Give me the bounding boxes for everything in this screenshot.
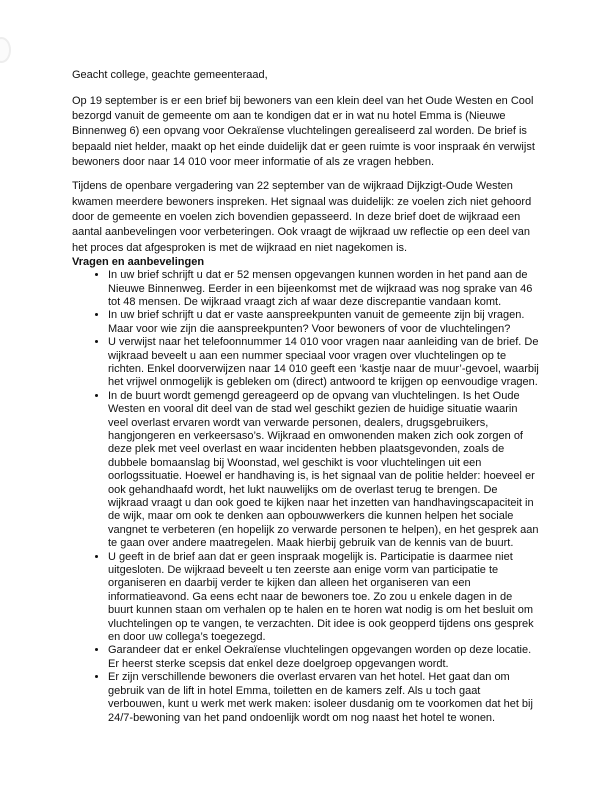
list-item-capacity: • In uw brief schrijft u dat er 52 mensen opgevangen kunnen worden in het pand aan de Nieuwe Binnenweg. Eerder in een bijeenkomst met de wijkraad was nog sprake van 46 tot 48 mensen. De wijkraad vraagt zich af waar deze discrepantie vandaan komt. [108,269,540,309]
page-edge-artifact [0,37,11,63]
list-item-phone-number: • U verwijst naar het telefoonnummer 14 010 voor vragen naar aanleiding van de brief. De wijkraad beveelt u aan een nummer speciaal voor vragen over vluchtelingen op te richten. Enkel doorverwijzen naar 14 010 geeft een ‘kastje naar de muur’-gevoel, waarbij het vrijwel onmogelijk is gebleken om (direct) antwoord te krijgen op eenvoudige vragen. [108,336,540,390]
list-item-guarantee: • Garandeer dat er enkel Oekraïense vluchtelingen opgevangen worden op deze locatie. Er heerst sterke scepsis dat enkel deze doelgroep opgevangen wordt. [108,644,540,671]
list-item-neighbourhood: • In de buurt wordt gemengd gereageerd op de opvang van vluchtelingen. Is het Oude Westen en vooral dit deel van de stad wel geschikt gezien de huidige situatie waarin veel overlast ervaren wordt van verwarde personen, dealers, drugsgebruikers, hangjongeren en verkeersaso’s. Wijkraad en omwonenden maken zich ook zorgen of deze plek met veel overlast en waar incidenten hebben plaatsgevonden, zoals de dubbele bomaanslag bij Woonstad, wel geschikt is voor vluchtelingen uit een oorlogssituatie. Hoewel er handhaving is, is het signaal van de politie helder: hoeveel er ook gehandhaafd wordt, het lukt nauwelijks om de overlast terug te brengen. De wijkraad vraagt u dan ook goed te kijken naar het inzetten van handhavingscapaciteit in de wijk, maar om ook te denken aan opbouwwerkers die kunnen helpen het sociale vangnet te verbeteren (en hopelijk zo verwarde personen te helpen), en het gesprek aan te gaan over andere maatregelen. Maak hierbij gebruik van de kennis van de buurt. [108,390,540,551]
salutation: Geacht college, geachte gemeenteraad, [72,69,268,81]
letter-body [72,68,540,725]
list-item-contact-points: • In uw brief schrijft u dat er vaste aanspreekpunten vanuit de gemeente zijn bij vragen. Maar voor wie zijn die aanspreekpunten? Voor bewoners of voor de vluchtelingen? [108,309,540,336]
paragraph-announcement: Op 19 september is er een brief bij bewoners van een klein deel van het Oude Westen en Cool bezorgd vanuit de gemeente om aan te kondigen dat er in wat nu hotel Emma is (Nieuwe Binnenweg 6) een opvang voor Oekraïense vluchtelingen gerealiseerd zal worden. De brief is bepaald niet helder, maakt op het einde duidelijk dat er geen ruimte is voor inspraak én verwijst bewoners door naar 14 010 voor meer informatie of als ze vragen hebben. [72,94,535,169]
list-item-participation: • U geeft in de brief aan dat er geen inspraak mogelijk is. Participatie is daarmee niet uitgesloten. De wijkraad beveelt u ten zeerste aan enige vorm van participatie te organiseren en daarbij verder te kijken dan alleen het organiseren van een informatieavond. Ga eens echt naar de bewoners toe. Zo zou u enkele dagen in de buurt kunnen staan om verhalen op te halen en te horen wat nodig is om het besluit om vluchtelingen op te vangen, te verzachten. Dit idee is ook geopperd tijdens ons gesprek en door uw collega’s toegezegd. [108,551,540,645]
blank-line [72,170,540,179]
blank-line [72,83,540,94]
recommendations-list [72,269,540,725]
paragraph-meeting: Tijdens de openbare vergadering van 22 september van de wijkraad Dijkzigt-Oude Westen kwamen meerdere bewoners inspreken. Het signaal was duidelijk: ze voelen zich niet gehoord door de gemeente en voelen zich bovendien gepasseerd. In deze brief doet de wijkraad een aantal aanbevelingen voor verbeteringen. Ook vraagt de wijkraad uw reflectie op een deel van het proces dat afgesproken is met de wijkraad en niet nagekomen is. [72,180,532,254]
section-heading: Vragen en aanbevelingen [72,256,205,269]
list-item-nuisance: • Er zijn verschillende bewoners die overlast ervaren van het hotel. Het gaat dan om gebruik van de lift in hotel Emma, toiletten en de kamers zelf. Als u toch gaat verbouwen, kunt u werk met werk maken: isoleer dusdanig om te voorkomen dat het bij 24/7-bewoning van het pand ondoenlijk wordt om nog naast het hotel te wonen. [108,671,540,725]
